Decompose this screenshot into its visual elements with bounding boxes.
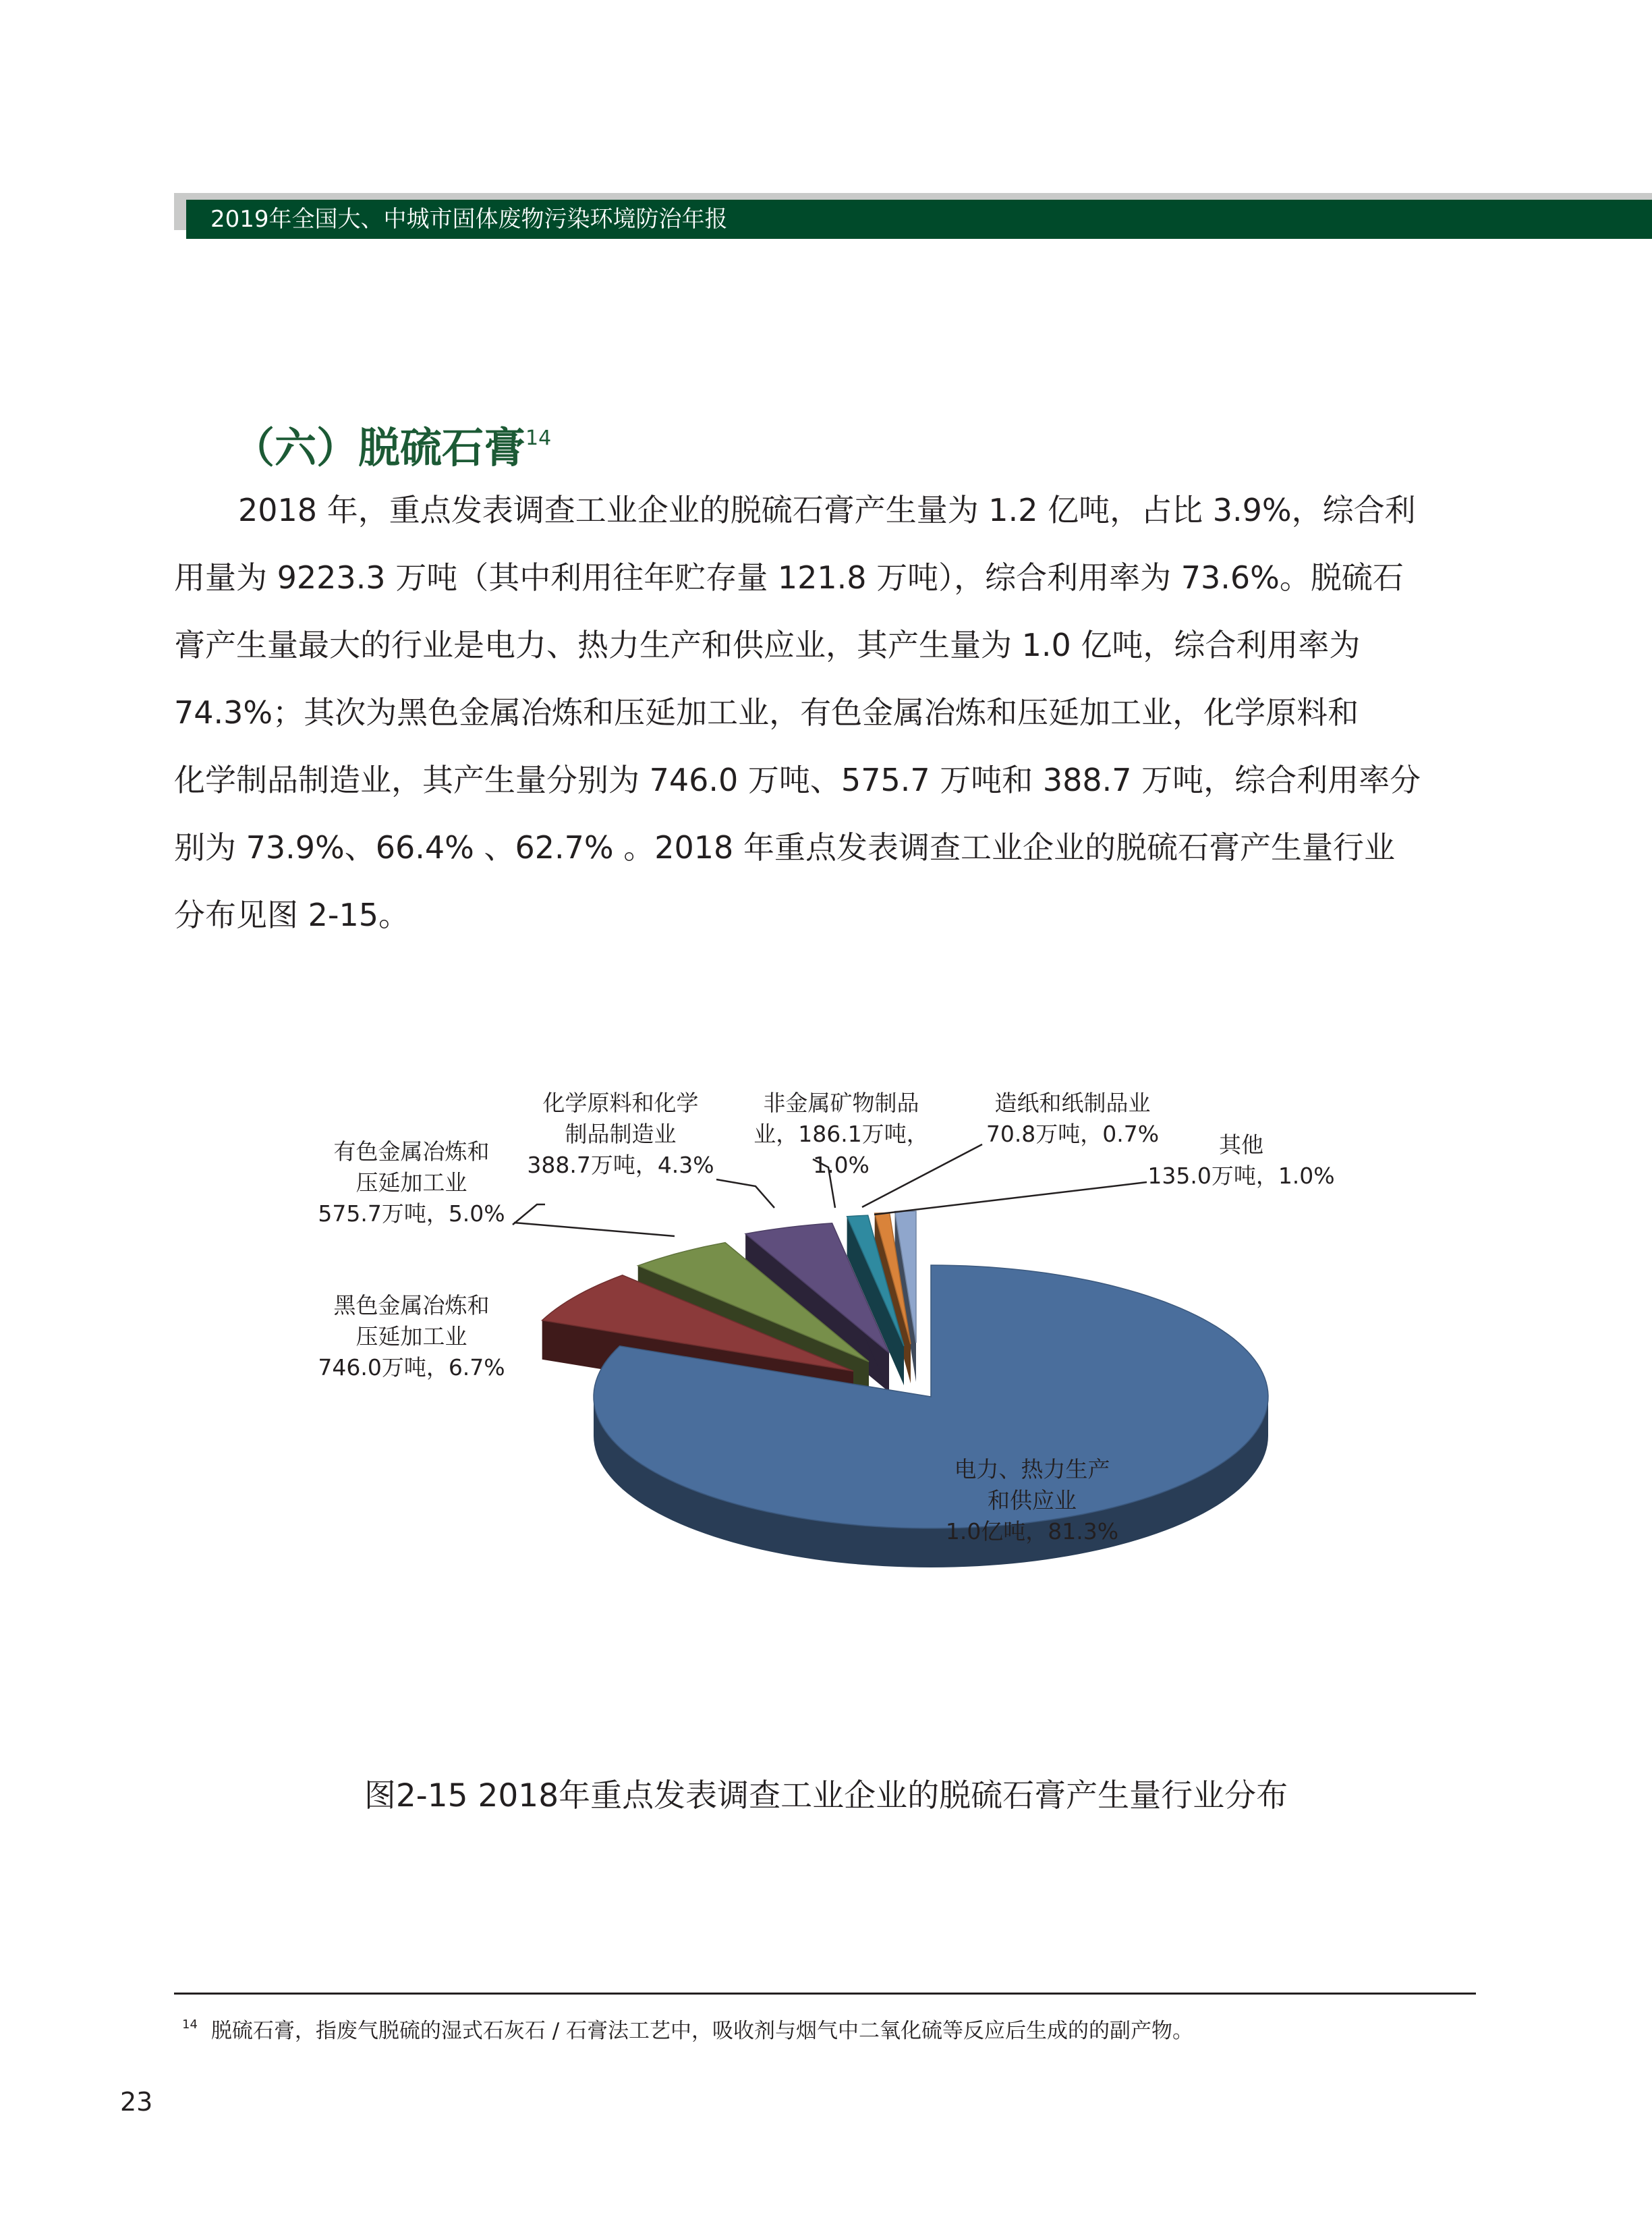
body-line: 别为 73.9%、66.4% 、62.7% 。2018 年重点发表调查工业企业的脱硫石膏产生量行业 bbox=[174, 829, 1395, 866]
footnote-text: 脱硫石膏，指废气脱硫的湿式石灰石 / 石膏法工艺中，吸收剂与烟气中二氧化硫等反应后生成的的副产物。 bbox=[210, 2019, 1194, 2043]
label-line: 黑色金属冶炼和 bbox=[333, 1292, 490, 1318]
footnote bbox=[182, 2011, 1193, 2045]
label-line: 非金属矿物制品 bbox=[763, 1090, 919, 1116]
body-line: 用量为 9223.3 万吨（其中利用往年贮存量 121.8 万吨），综合利用率为 73.6%。脱硫石 bbox=[174, 559, 1404, 596]
body-line: 74.3%；其次为黑色金属冶炼和压延加工业，有色金属冶炼和压延加工业，化学原料和 bbox=[174, 694, 1359, 731]
page-number: 23 bbox=[120, 2087, 153, 2117]
figure-caption: 图2-15 2018年重点发表调查工业企业的脱硫石膏产生量行业分布 bbox=[364, 1777, 1288, 1814]
footnote-reference: 14 bbox=[525, 426, 552, 450]
label-chemical bbox=[519, 1088, 722, 1181]
label-line: 1.0亿吨，81.3% bbox=[945, 1518, 1119, 1545]
label-line: 575.7万吨，5.0% bbox=[318, 1200, 505, 1227]
label-power bbox=[897, 1454, 1167, 1547]
body-line: 2018 年，重点发表调查工业企业的脱硫石膏产生量为 1.2 亿吨，占比 3.9%，综合利 bbox=[238, 492, 1416, 528]
footnote-mark: 14 bbox=[182, 2018, 198, 2032]
label-line: 其他 bbox=[1219, 1132, 1263, 1158]
label-line: 有色金属冶炼和 bbox=[333, 1138, 490, 1165]
section-title bbox=[233, 413, 551, 474]
label-line: 135.0万吨，1.0% bbox=[1147, 1163, 1335, 1189]
label-line: 化学原料和化学 bbox=[542, 1090, 699, 1116]
label-line: 压延加工业 bbox=[355, 1169, 467, 1196]
label-line: 造纸和纸制品业 bbox=[994, 1090, 1151, 1116]
label-line: 388.7万吨，4.3% bbox=[527, 1152, 714, 1178]
label-line: 746.0万吨，6.7% bbox=[318, 1354, 505, 1381]
section-title-text: （六）脱硫石膏 bbox=[233, 423, 526, 472]
leader-line bbox=[874, 1182, 1147, 1215]
leader-line bbox=[514, 1223, 675, 1236]
leader-line bbox=[716, 1179, 774, 1208]
label-line: 1.0% bbox=[813, 1152, 870, 1178]
label-nonmetallic bbox=[743, 1088, 939, 1181]
label-other bbox=[1140, 1130, 1342, 1192]
body-line: 化学制品制造业，其产生量分别为 746.0 万吨、575.7 万吨和 388.7 万吨，综合利用率分 bbox=[174, 762, 1421, 798]
label-line: 业，186.1万吨， bbox=[753, 1121, 929, 1147]
body-line: 膏产生量最大的行业是电力、热力生产和供应业，其产生量为 1.0 亿吨，综合利用率为 bbox=[174, 627, 1361, 663]
label-ferrous bbox=[297, 1290, 526, 1383]
label-nonferrous bbox=[297, 1136, 526, 1229]
label-line: 压延加工业 bbox=[355, 1323, 467, 1349]
label-line: 70.8万吨，0.7% bbox=[986, 1121, 1160, 1147]
report-title: 2019年全国大、中城市固体废物污染环境防治年报 bbox=[210, 206, 728, 233]
header-band bbox=[186, 200, 1652, 239]
label-line: 制品制造业 bbox=[565, 1121, 677, 1147]
label-line: 和供应业 bbox=[988, 1487, 1077, 1513]
footnote-divider bbox=[174, 1993, 1476, 1995]
body-line: 分布见图 2-15。 bbox=[174, 897, 410, 933]
label-line: 电力、热力生产 bbox=[954, 1456, 1110, 1482]
